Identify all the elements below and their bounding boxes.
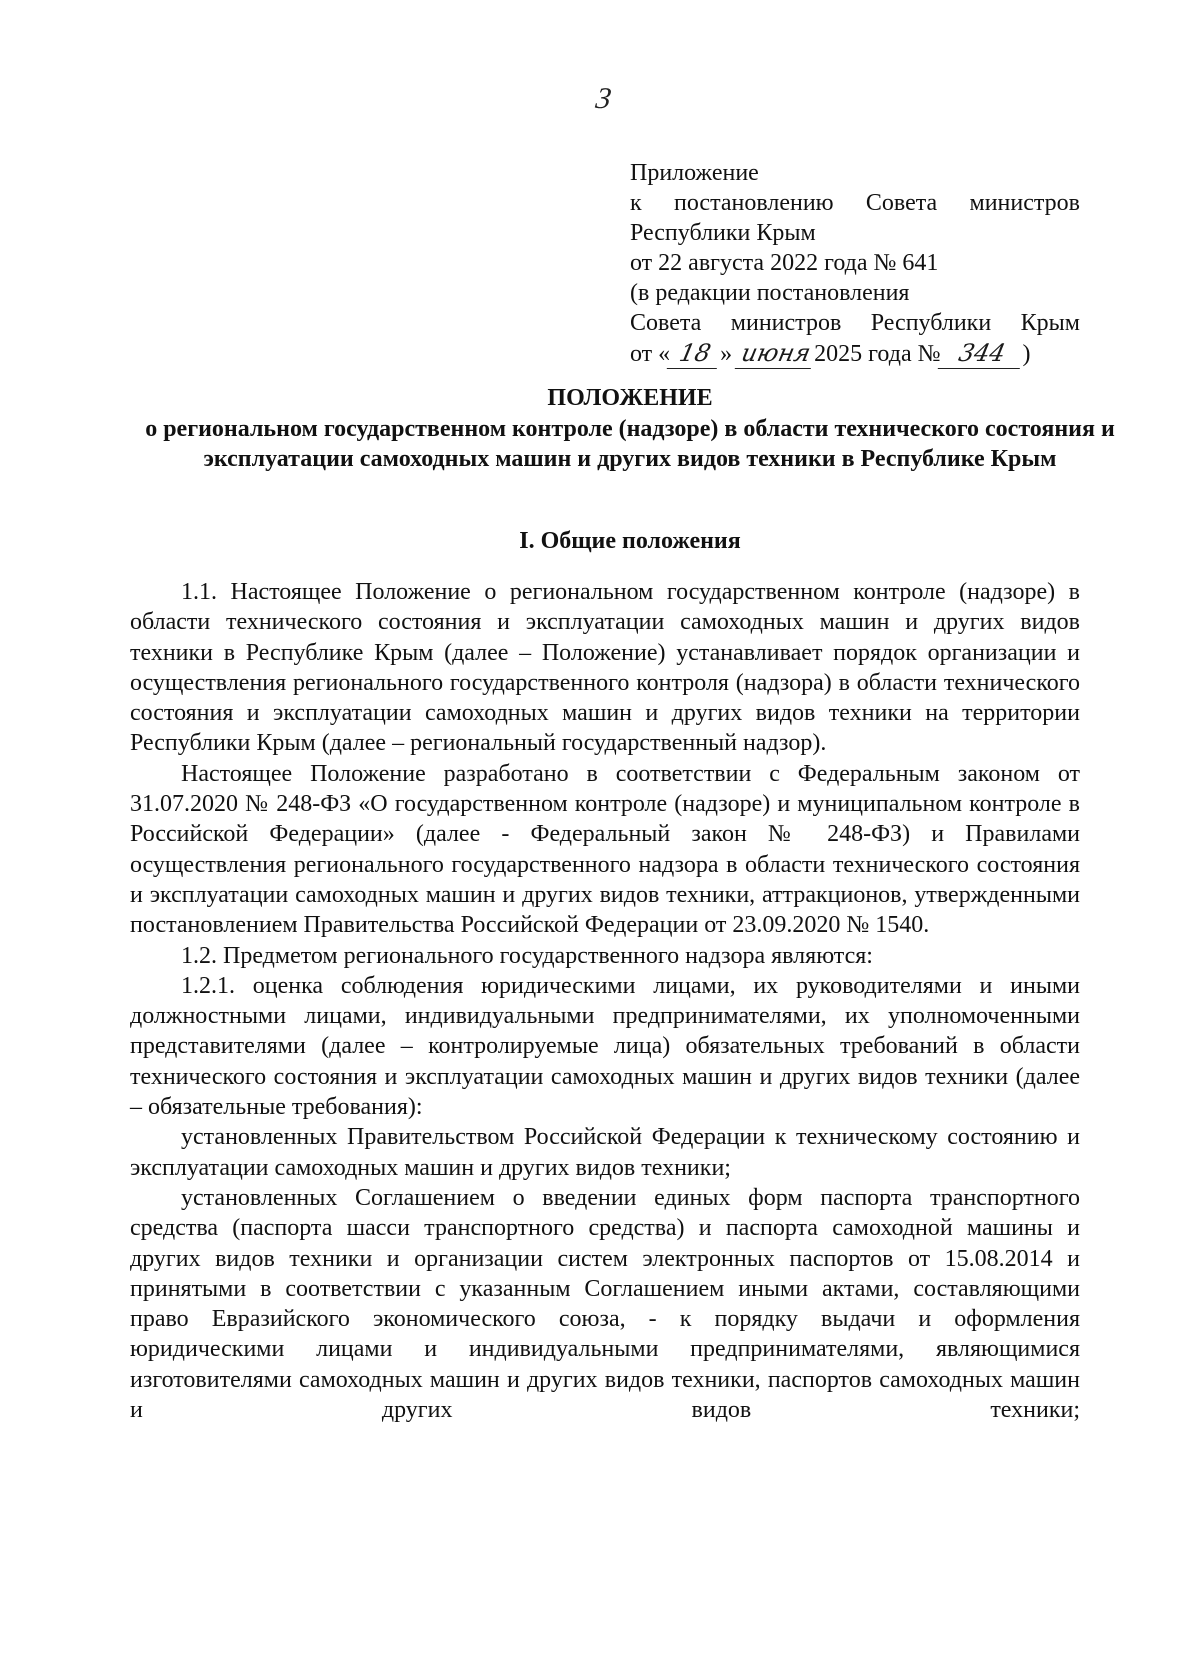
- paragraph: 1.1. Настоящее Положение о региональном государственном контроле (надзоре) в области технического состояния и эксплуатации самоходных машин и других видов техники в Республике Крым (далее – Положение) устанавливает порядок организации и осуществления регионального государственного контроля (надзора) в области технического состояния и эксплуатации самоходных машин и других видов техники на территории Республики Крым (далее – региональный государственный надзор).: [130, 579, 1080, 757]
- handwritten-number: 344: [937, 338, 1026, 369]
- document-title: ПОЛОЖЕНИЕ: [547, 385, 713, 411]
- paragraph: 1.2. Предметом регионального государственного надзора являются:: [181, 942, 873, 969]
- paragraph: установленных Правительством Российской Федерации к техническому состоянию и эксплуатации самоходных машин и других видов техники;: [130, 1124, 1080, 1181]
- appendix-line: Приложение: [630, 160, 759, 186]
- date-suffix: ): [1022, 341, 1031, 367]
- paragraph: Настоящее Положение разработано в соответствии с Федеральным законом от 31.07.2020 № 248-ФЗ «О государственном контроле (надзоре) и муниципальном контроле в Российской Федерации» (далее - Федеральный закон № 248-ФЗ) и Правилами осуществления регионального государственного надзора в области технического состояния и эксплуатации самоходных машин и других видов техники, аттракционов, утвержденными постановлением Правительства Российской Федерации от 23.09.2020 № 1540.: [130, 760, 1080, 939]
- handwritten-month: июня: [735, 338, 818, 369]
- appendix-line: к постановлению Совета министров: [630, 190, 1080, 216]
- document-body: [130, 577, 1080, 1425]
- appendix-line: Республики Крым: [630, 220, 816, 246]
- handwritten-day: 18: [667, 338, 724, 369]
- appendix-block: [630, 158, 1080, 369]
- appendix-line: Совета министров Республики Крым: [630, 310, 1080, 336]
- paragraph: установленных Соглашением о введении единых форм паспорта транспортного средства (паспорта шасси транспортного средства) и паспорта самоходной машины и других видов техники и организации систем электронных паспортов от 15.08.2014 и принятыми в соответствии с указанным Соглашением иными актами, составляющими право Евразийского экономического союза, - к порядку выдачи и оформления юридическими лицами и индивидуальными предпринимателями, являющимися изготовителями самоходных машин и других видов техники, паспортов самоходных машин и других видов техники;: [130, 1184, 1080, 1424]
- document-subtitle: о региональном государственном контроле (надзоре) в области технического состояния и эксплуатации самоходных машин и других видов техники в Республике Крым: [145, 416, 1115, 472]
- appendix-line: от 22 августа 2022 года № 641: [630, 250, 939, 276]
- paragraph: 1.2.1. оценка соблюдения юридическими лицами, их руководителями и иными должностными лицами, индивидуальными предпринимателями, их уполномоченными представителями (далее – контролируемые лица) обязательных требований в области технического состояния и эксплуатации самоходных машин и других видов техники (далее – обязательные требования):: [130, 972, 1080, 1121]
- date-prefix: от «: [630, 341, 671, 367]
- appendix-amendment-date: [630, 338, 1080, 369]
- date-mid: »: [720, 341, 733, 367]
- section-heading: I. Общие положения: [519, 528, 741, 554]
- page-number: 3: [593, 82, 614, 115]
- date-year: 2025 года №: [814, 341, 941, 367]
- appendix-line: (в редакции постановления: [630, 280, 910, 306]
